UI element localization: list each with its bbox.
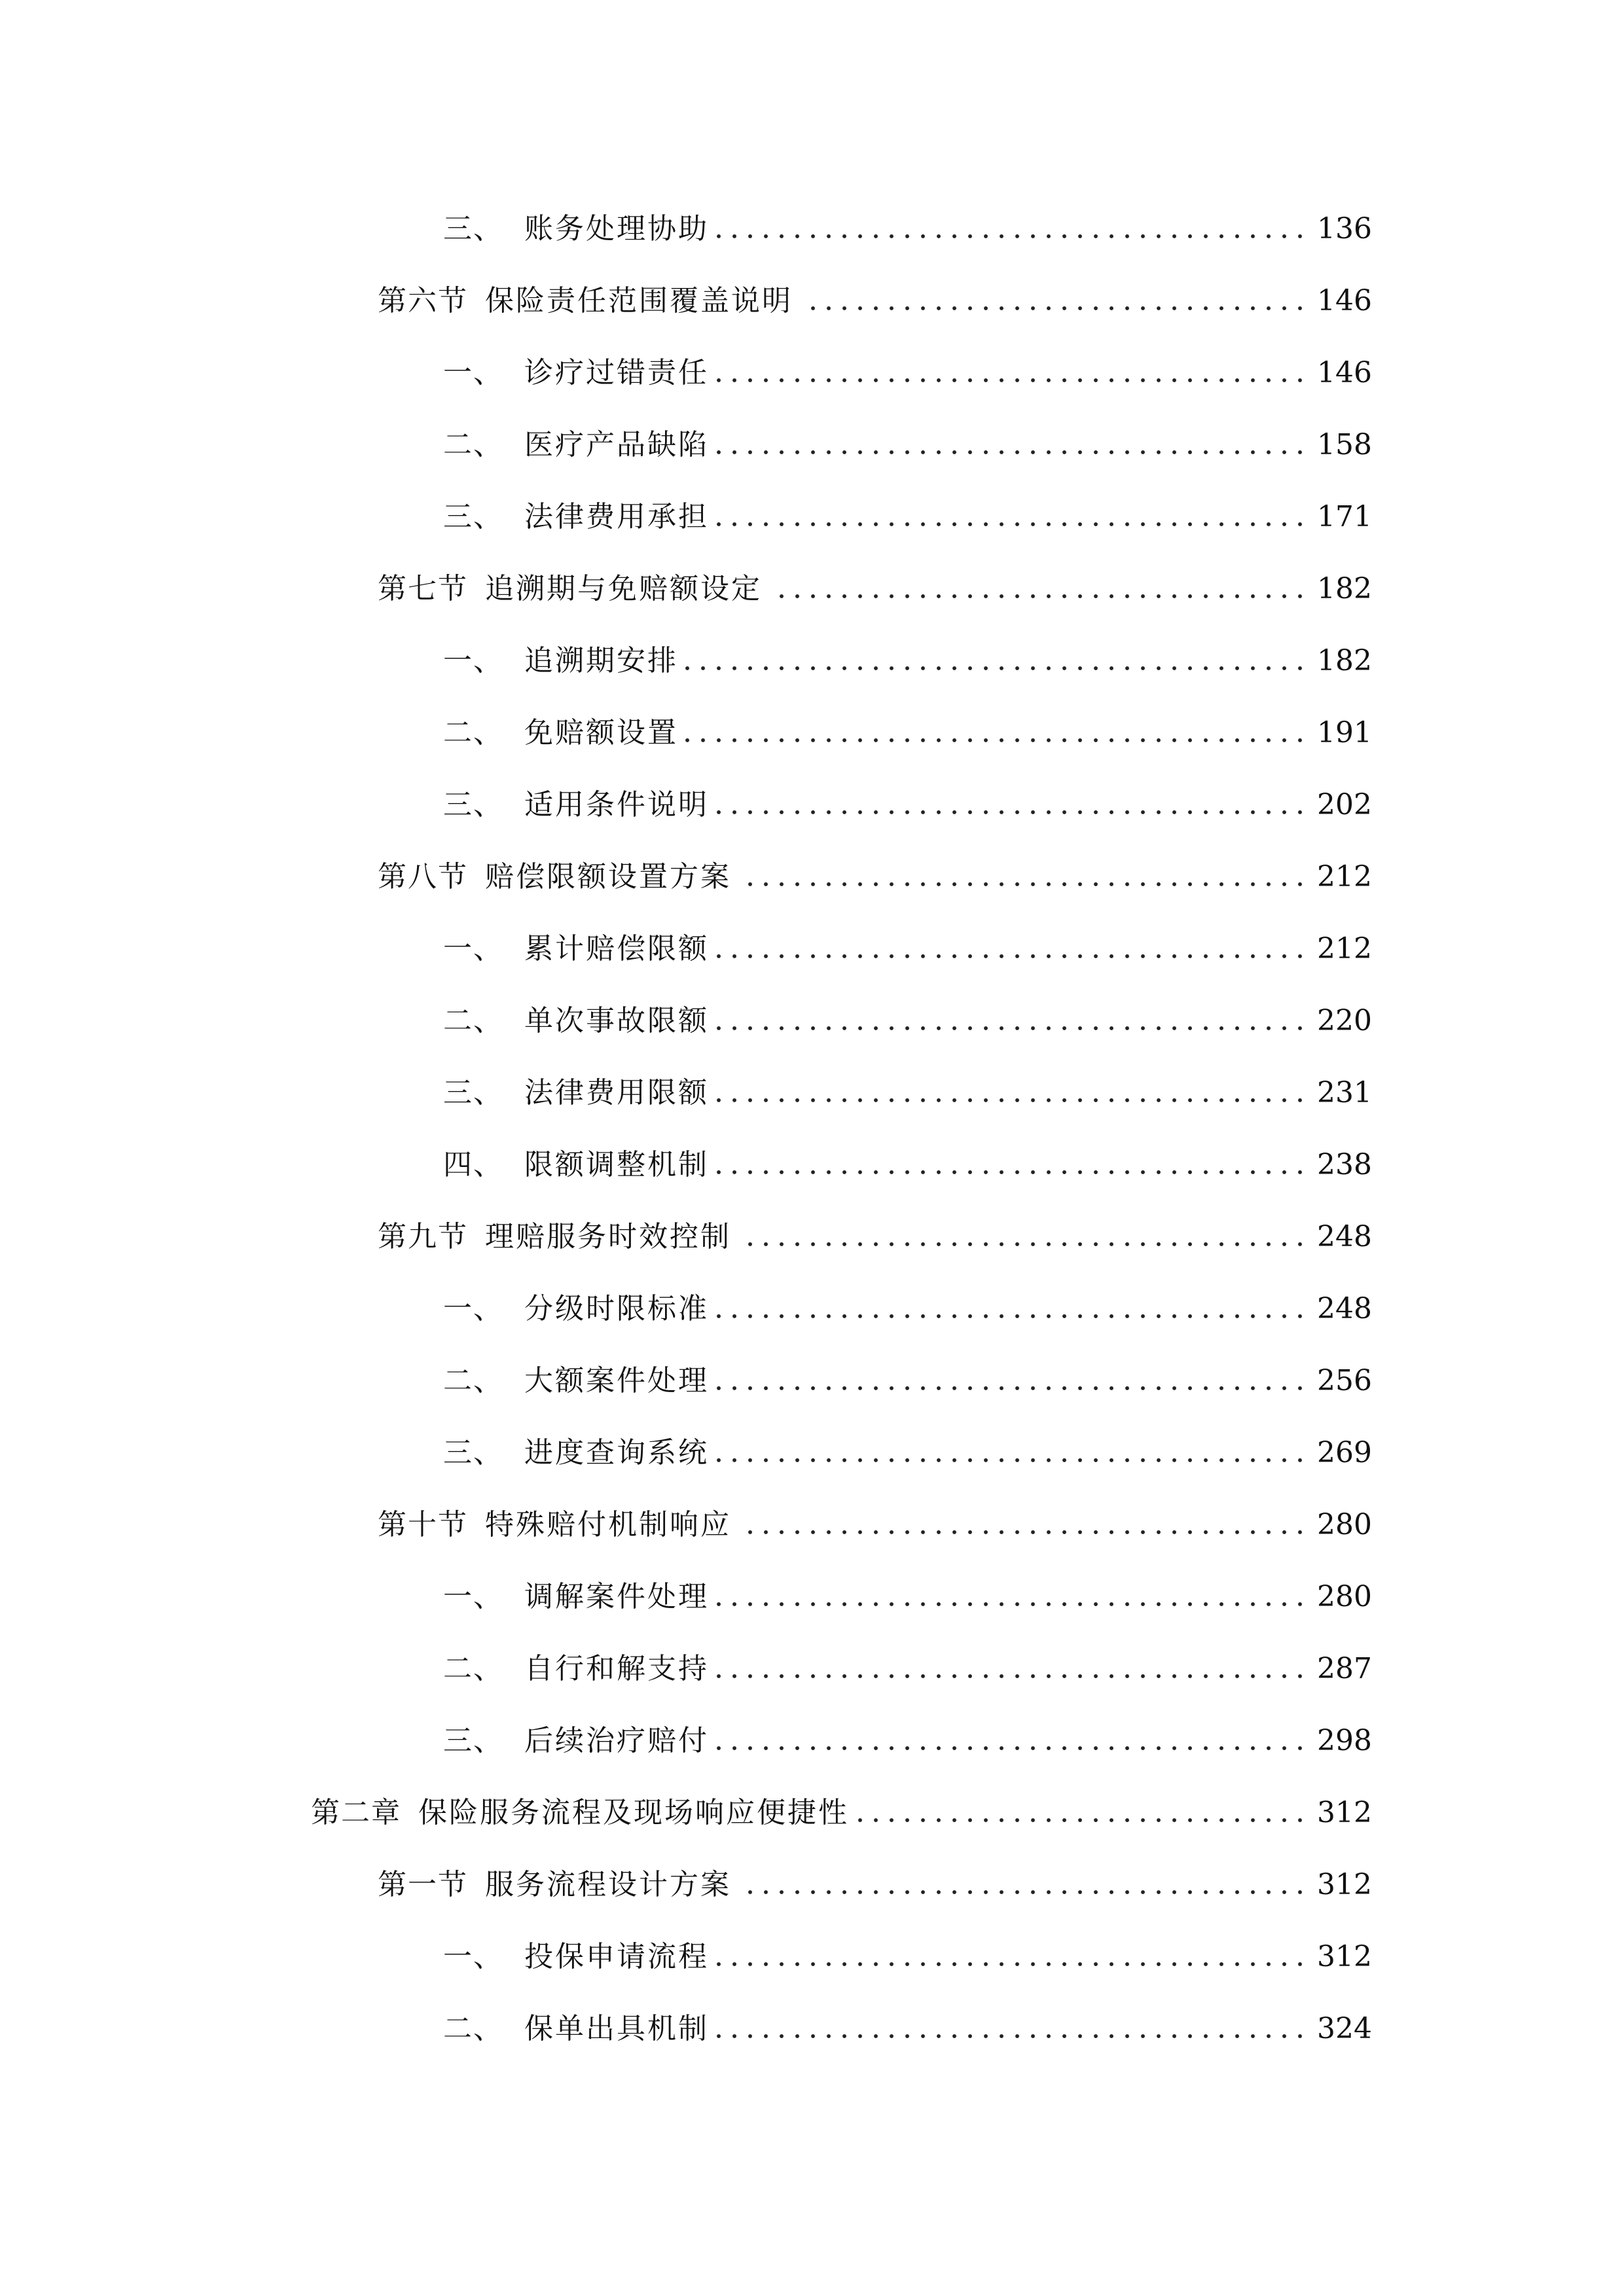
toc-entry-page: 280 bbox=[1317, 1508, 1372, 1541]
toc-entry-page: 312 bbox=[1317, 1868, 1372, 1901]
toc-entry-title: 分级时限标准 bbox=[524, 1292, 709, 1325]
toc-entry-page: 248 bbox=[1317, 1220, 1372, 1253]
toc-entry-number: 三、 bbox=[443, 1436, 503, 1469]
toc-entry-title: 追溯期安排 bbox=[524, 644, 678, 677]
toc-entry-title: 单次事故限额 bbox=[524, 1004, 709, 1037]
toc-entry[interactable] bbox=[443, 1139, 1372, 1191]
dot-leader bbox=[715, 1097, 1308, 1103]
dot-leader bbox=[738, 1889, 1308, 1895]
dot-leader bbox=[715, 2033, 1308, 2039]
toc-entry-number: 二、 bbox=[443, 716, 503, 749]
toc-entry-page: 202 bbox=[1317, 788, 1372, 821]
dot-leader bbox=[738, 881, 1308, 888]
toc-entry-number: 三、 bbox=[443, 1724, 503, 1757]
toc-entry[interactable] bbox=[443, 1571, 1372, 1623]
dot-leader bbox=[715, 521, 1308, 528]
toc-entry[interactable] bbox=[443, 347, 1372, 399]
dot-leader bbox=[715, 1601, 1308, 1607]
toc-entry[interactable] bbox=[443, 491, 1372, 543]
dot-leader bbox=[799, 305, 1308, 312]
toc-entry-title: 追溯期与免赔额设定 bbox=[485, 572, 762, 605]
dot-leader bbox=[715, 1313, 1308, 1319]
dot-leader bbox=[715, 1169, 1308, 1175]
toc-entry-number: 三、 bbox=[443, 500, 503, 533]
toc-entry-page: 182 bbox=[1317, 572, 1372, 605]
toc-entry-title: 累计赔偿限额 bbox=[524, 932, 709, 965]
toc-entry[interactable] bbox=[443, 1355, 1372, 1407]
toc-entry-page: 324 bbox=[1317, 2012, 1372, 2045]
toc-entry[interactable] bbox=[443, 635, 1372, 687]
toc-entry-number: 第七节 bbox=[378, 572, 468, 605]
toc-entry-title: 账务处理协助 bbox=[524, 212, 709, 245]
toc-entry-number: 第八节 bbox=[378, 860, 468, 893]
dot-leader bbox=[738, 1529, 1308, 1535]
toc-entry[interactable] bbox=[443, 779, 1372, 831]
toc-entry-number: 二、 bbox=[443, 1004, 503, 1037]
toc-entry-number: 一、 bbox=[443, 1580, 503, 1613]
toc-entry[interactable] bbox=[378, 1859, 1372, 1911]
toc-entry-title: 投保申请流程 bbox=[524, 1940, 709, 1973]
toc-entry-title: 大额案件处理 bbox=[524, 1364, 709, 1397]
toc-entry-number: 二、 bbox=[443, 428, 503, 461]
dot-leader bbox=[715, 1385, 1308, 1391]
toc-entry-title: 诊疗过错责任 bbox=[524, 356, 709, 389]
dot-leader bbox=[715, 809, 1308, 816]
toc-entry-number: 一、 bbox=[443, 356, 503, 389]
toc-entry-number: 一、 bbox=[443, 1940, 503, 1973]
toc-entry[interactable] bbox=[378, 563, 1372, 615]
toc-entry-title: 赔偿限额设置方案 bbox=[485, 860, 731, 893]
toc-entry-title: 适用条件说明 bbox=[524, 788, 709, 821]
toc-entry-title: 法律费用限额 bbox=[524, 1076, 709, 1109]
dot-leader bbox=[685, 665, 1308, 672]
toc-entry-number: 二、 bbox=[443, 1652, 503, 1685]
toc-entry-number: 三、 bbox=[443, 212, 503, 245]
toc-entry-number: 第十节 bbox=[378, 1508, 468, 1541]
toc-entry-page: 248 bbox=[1317, 1292, 1372, 1325]
toc-entry-page: 231 bbox=[1317, 1076, 1372, 1109]
toc-entry[interactable] bbox=[443, 995, 1372, 1047]
toc-entry[interactable] bbox=[378, 851, 1372, 903]
toc-entry[interactable] bbox=[443, 923, 1372, 975]
toc-entry-title: 法律费用承担 bbox=[524, 500, 709, 533]
toc-entry-number: 第一节 bbox=[378, 1868, 468, 1901]
dot-leader bbox=[715, 1745, 1308, 1751]
toc-entry-title: 服务流程设计方案 bbox=[485, 1868, 731, 1901]
toc-entry[interactable] bbox=[443, 419, 1372, 471]
toc-entry-page: 238 bbox=[1317, 1148, 1372, 1181]
toc-entry[interactable] bbox=[443, 1715, 1372, 1767]
toc-entry-page: 280 bbox=[1317, 1580, 1372, 1613]
toc-entry[interactable] bbox=[443, 1427, 1372, 1479]
toc-entry-number: 一、 bbox=[443, 932, 503, 965]
toc-entry-title: 保单出具机制 bbox=[524, 2012, 709, 2045]
toc-entry[interactable] bbox=[443, 1643, 1372, 1695]
toc-entry-page: 256 bbox=[1317, 1364, 1372, 1397]
toc-entry-number: 一、 bbox=[443, 1292, 503, 1325]
dot-leader bbox=[715, 1025, 1308, 1031]
toc-entry-page: 146 bbox=[1317, 356, 1372, 389]
toc-entry-page: 136 bbox=[1317, 212, 1372, 245]
toc-entry-number: 二、 bbox=[443, 2012, 503, 2045]
toc-entry-page: 212 bbox=[1317, 932, 1372, 965]
toc-entry[interactable] bbox=[311, 1787, 1372, 1839]
dot-leader bbox=[738, 1241, 1308, 1247]
toc-entry-page: 212 bbox=[1317, 860, 1372, 893]
toc-entry-page: 171 bbox=[1317, 500, 1372, 533]
toc-entry-number: 四、 bbox=[443, 1148, 503, 1181]
toc-entry[interactable] bbox=[443, 707, 1372, 759]
toc-entry-page: 287 bbox=[1317, 1652, 1372, 1685]
toc-entry-title: 医疗产品缺陷 bbox=[524, 428, 709, 461]
toc-entry-page: 191 bbox=[1317, 716, 1372, 749]
dot-leader bbox=[715, 377, 1308, 384]
toc-entry-page: 298 bbox=[1317, 1724, 1372, 1757]
dot-leader bbox=[715, 1457, 1308, 1463]
toc-entry[interactable] bbox=[443, 1067, 1372, 1119]
toc-entry[interactable] bbox=[443, 2003, 1372, 2055]
toc-entry-page: 146 bbox=[1317, 284, 1372, 317]
toc-entry-number: 第六节 bbox=[378, 284, 468, 317]
toc-entry-title: 特殊赔付机制响应 bbox=[485, 1508, 731, 1541]
toc-entry-number: 二、 bbox=[443, 1364, 503, 1397]
toc-entry-page: 269 bbox=[1317, 1436, 1372, 1469]
toc-entry-title: 自行和解支持 bbox=[524, 1652, 709, 1685]
toc-entry-page: 312 bbox=[1317, 1796, 1372, 1829]
dot-leader bbox=[715, 233, 1308, 240]
toc-entry[interactable] bbox=[378, 1499, 1372, 1551]
toc-entry[interactable] bbox=[443, 203, 1372, 255]
dot-leader bbox=[685, 737, 1308, 744]
dot-leader bbox=[715, 449, 1308, 456]
toc-entry-title: 调解案件处理 bbox=[524, 1580, 709, 1613]
toc-entry-number: 一、 bbox=[443, 644, 503, 677]
toc-entry-page: 182 bbox=[1317, 644, 1372, 677]
toc-entry-page: 220 bbox=[1317, 1004, 1372, 1037]
dot-leader bbox=[715, 1673, 1308, 1679]
dot-leader bbox=[768, 593, 1308, 600]
toc-entry[interactable] bbox=[443, 1283, 1372, 1335]
dot-leader bbox=[715, 953, 1308, 960]
toc-entry[interactable] bbox=[443, 1931, 1372, 1983]
toc-entry-number: 第九节 bbox=[378, 1220, 468, 1253]
toc-entry-title: 进度查询系统 bbox=[524, 1436, 709, 1469]
dot-leader bbox=[715, 1961, 1308, 1967]
toc-entry-title: 后续治疗赔付 bbox=[524, 1724, 709, 1757]
toc-entry-number: 第二章 bbox=[311, 1796, 401, 1829]
toc-entry-title: 保险服务流程及现场响应便捷性 bbox=[418, 1796, 849, 1829]
toc-entry-title: 免赔额设置 bbox=[524, 716, 678, 749]
toc-entry-title: 理赔服务时效控制 bbox=[485, 1220, 731, 1253]
toc-entry[interactable] bbox=[378, 1211, 1372, 1263]
toc-entry-number: 三、 bbox=[443, 1076, 503, 1109]
toc-entry-title: 限额调整机制 bbox=[524, 1148, 709, 1181]
toc-entry-title: 保险责任范围覆盖说明 bbox=[485, 284, 793, 317]
dot-leader bbox=[856, 1817, 1308, 1823]
toc-entry[interactable] bbox=[378, 275, 1372, 327]
toc-entry-page: 312 bbox=[1317, 1940, 1372, 1973]
toc-entry-number: 三、 bbox=[443, 788, 503, 821]
toc-entry-page: 158 bbox=[1317, 428, 1372, 461]
